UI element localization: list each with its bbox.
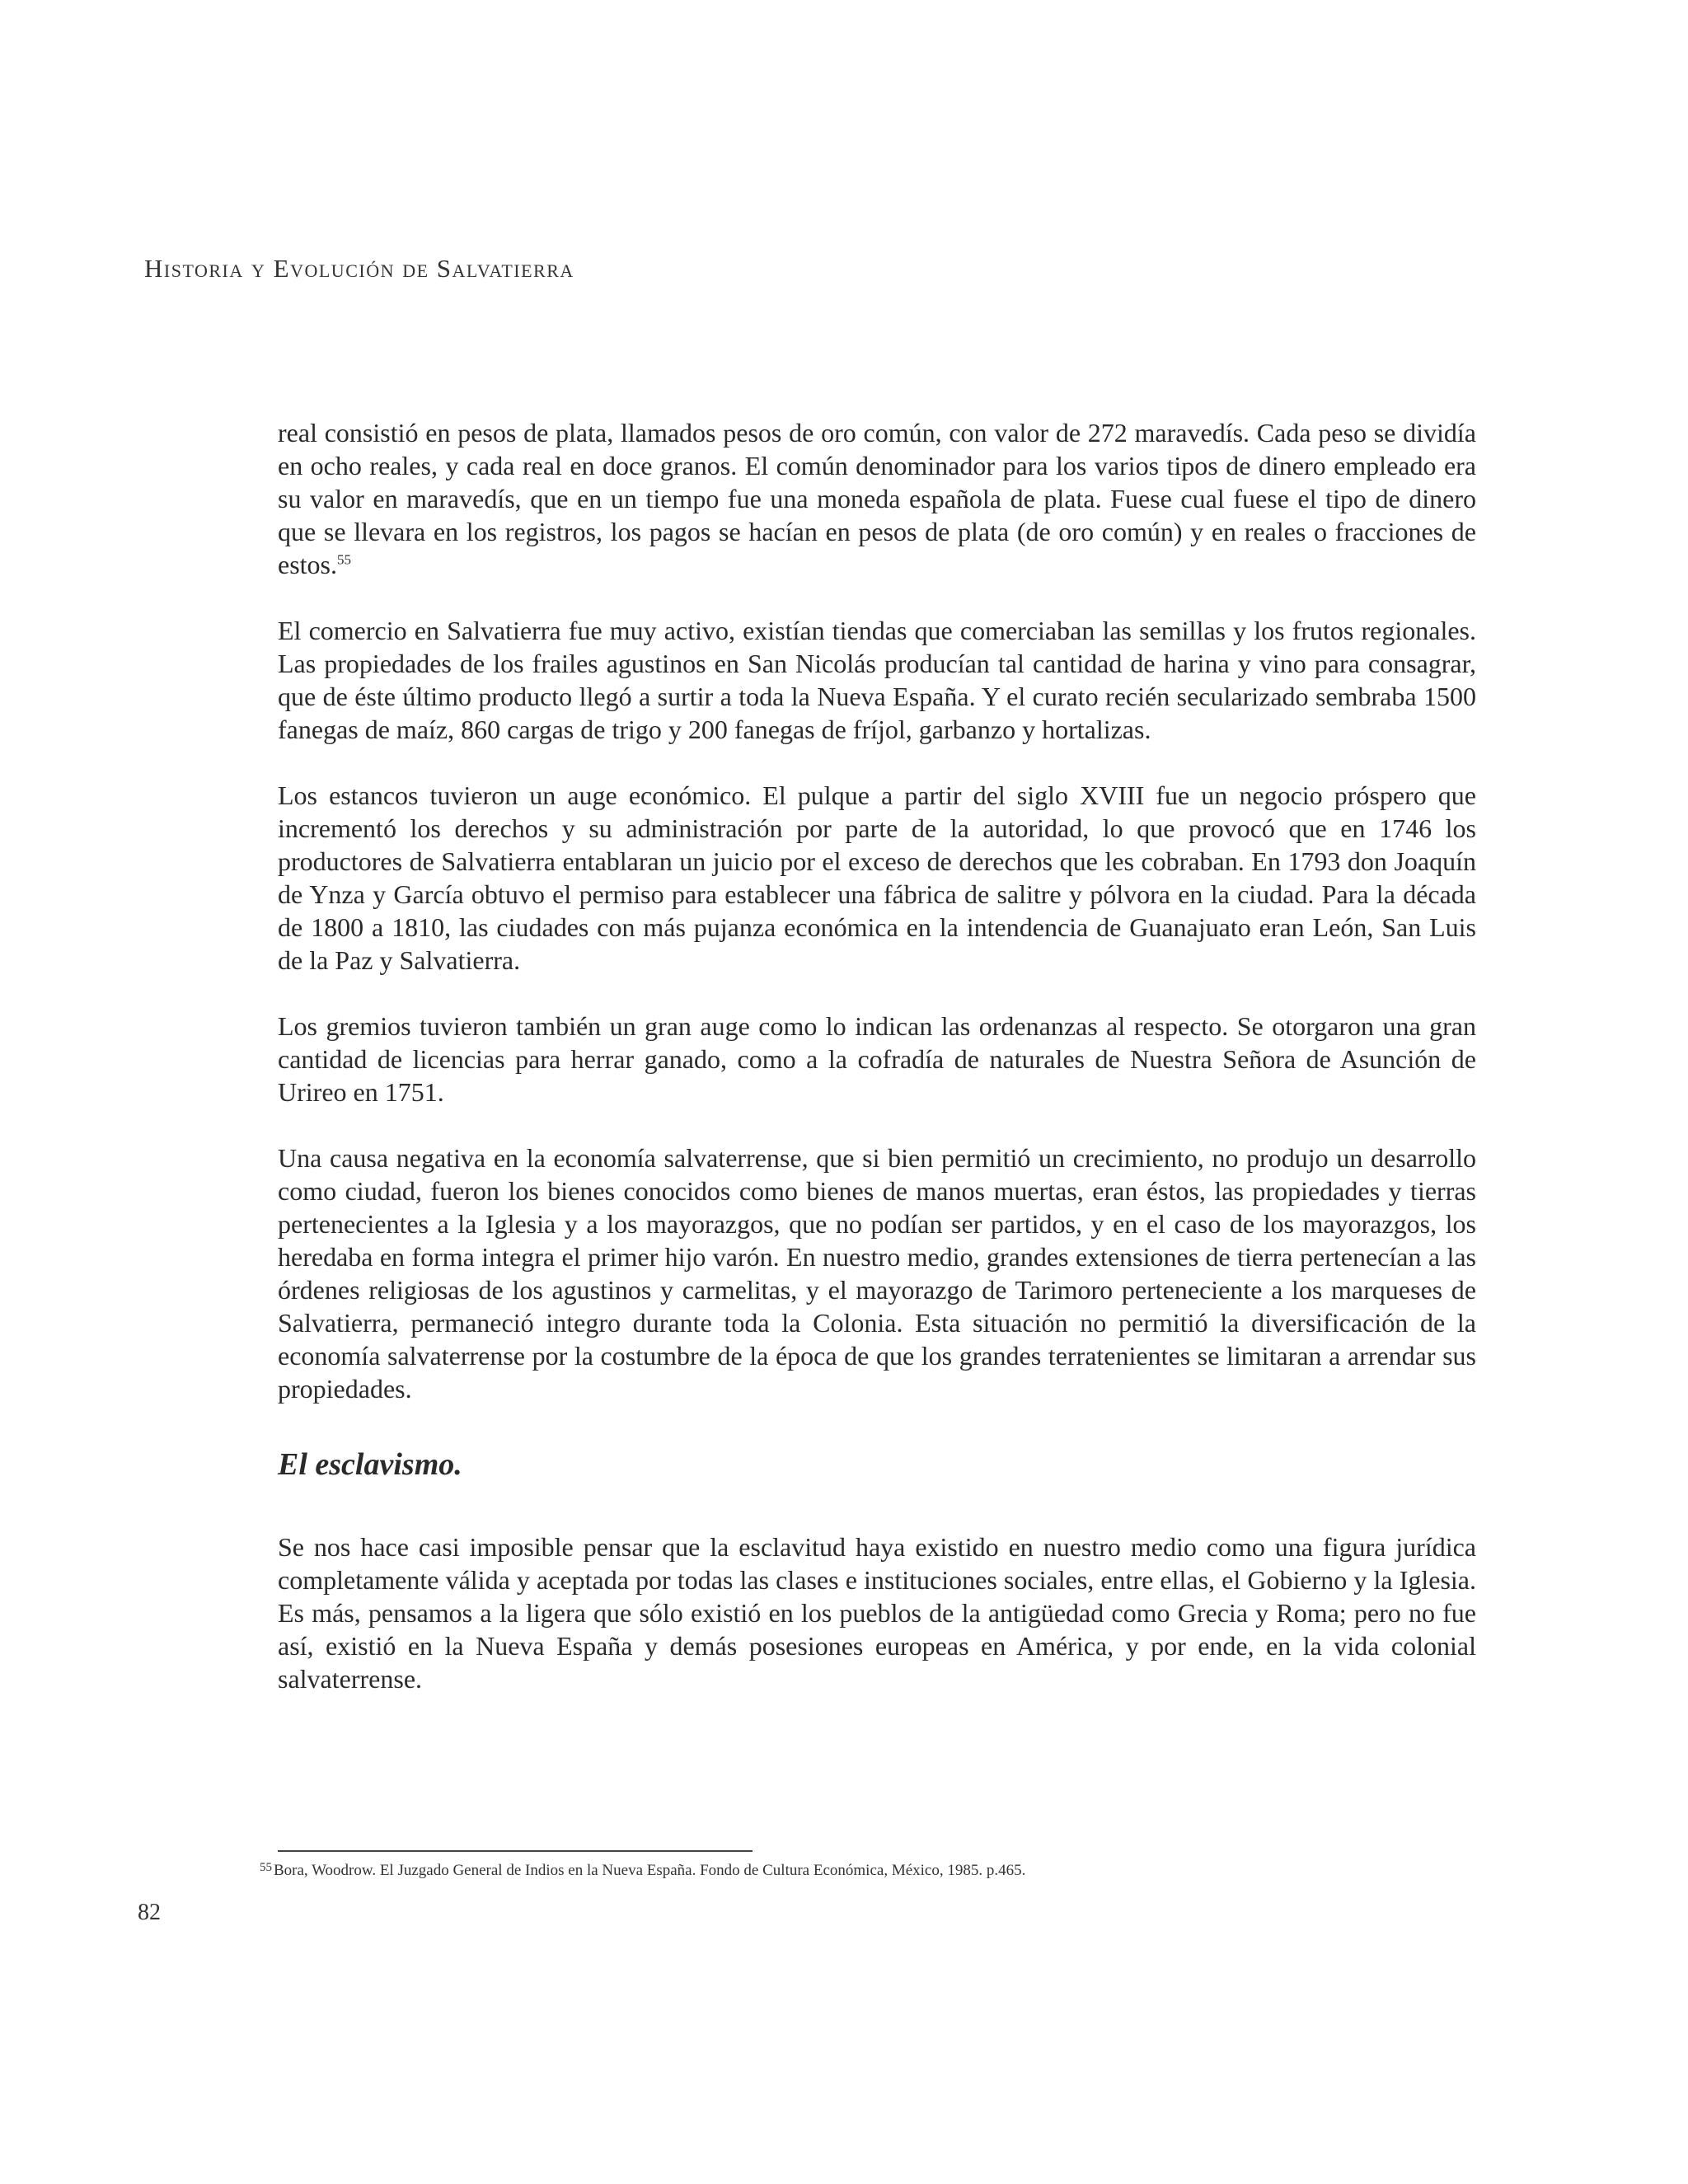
footnote-reference[interactable]: 55	[337, 551, 351, 568]
footnote-divider	[278, 1850, 753, 1852]
paragraph-estancos: Los estancos tuvieron un auge económico. El pulque a partir del siglo XVIII fue un negocio próspero que incrementó los derechos y su administración por parte de la autoridad, lo que provocó que en 1746 los productores de Salvatierra entablaran un juicio por el exceso de derechos que les cobraban. En 1793 don Joaquín de Ynza y García obtuvo el permiso para establecer una fábrica de salitre y pólvora en la ciudad. Para la década de 1800 a 1810, las ciudades con más pujanza económica en la intendencia de Guanajuato eran León, San Luis de la Paz y Salvatierra.	[278, 780, 1476, 975]
paragraph-gremios: Los gremios tuvieron también un gran auge como lo indican las ordenanzas al respecto. Se otorgaron una gran cantidad de licencias para herrar ganado, como a la cofradía de naturales de Nuestra Señora de Asunción de Urireo en 1751.	[278, 1011, 1476, 1107]
footnote-text: Bora, Woodrow. El Juzgado General de Indios en la Nueva España. Fondo de Cultura Económica, México, 1985. p.465.	[274, 1862, 1026, 1879]
main-text	[278, 416, 1476, 1728]
footnote	[260, 1858, 1025, 1881]
running-header: Historia y Evolución de Salvatierra	[144, 254, 574, 283]
section-heading: El esclavismo.	[278, 1447, 462, 1482]
footnote-number: 55	[260, 1861, 272, 1874]
paragraph-currency	[278, 416, 1476, 581]
paragraph-currency-text: real consistió en pesos de plata, llamados pesos de oro común, con valor de 272 maravedís. Cada peso se dividía en ocho reales, y cada real en doce granos. El común denominador para los varios tipos de dinero empleado era su valor en maravedís, que en un tiempo fue una moneda española de plata. Fuese cual fuese el tipo de dinero que se llevara en los registros, los pagos se hacían en pesos de plata (de oro común) y en reales o fracciones de estos.	[278, 418, 1476, 579]
paragraph-manos-muertas: Una causa negativa en la economía salvaterrense, que si bien permitió un crecimiento, no produjo un desarrollo como ciudad, fueron los bienes conocidos como bienes de manos muertas, eran éstos, las propiedades y tierras pertenecientes a la Iglesia y a los mayorazgos, que no podían ser partidos, y en el caso de los mayorazgos, los heredaba en forma integra el primer hijo varón. En nuestro medio, grandes extensiones de tierra pertenecían a las órdenes religiosas de los agustinos y carmelitas, y el mayorazgo de Tarimoro perteneciente a los marqueses de Salvatierra, permaneció integro durante toda la Colonia. Esta situación no permitió la diversificación de la economía salvaterrense por la costumbre de la época de que los grandes terratenientes se limitaran a arrendar sus propiedades.	[278, 1143, 1476, 1404]
paragraph-commerce: El comercio en Salvatierra fue muy activo, existían tiendas que comerciaban las semillas y los frutos regionales. Las propiedades de los frailes agustinos en San Nicolás producían tal cantidad de harina y vino para consagrar, que de éste último producto llegó a surtir a toda la Nueva España. Y el curato recién secularizado sembraba 1500 fanegas de maíz, 860 cargas de trigo y 200 fanegas de fríjol, garbanzo y hortalizas.	[278, 616, 1476, 744]
page-number: 82	[138, 1900, 161, 1925]
paragraph-esclavismo: Se nos hace casi imposible pensar que la esclavitud haya existido en nuestro medio como una figura jurídica completamente válida y aceptada por todas las clases e instituciones sociales, entre ellas, el Gobierno y la Iglesia. Es más, pensamos a la ligera que sólo existió en los pueblos de la antigüedad como Grecia y Roma; pero no fue así, existió en la Nueva España y demás posesiones europeas en América, y por ende, en la vida colonial salvaterrense.	[278, 1532, 1476, 1694]
